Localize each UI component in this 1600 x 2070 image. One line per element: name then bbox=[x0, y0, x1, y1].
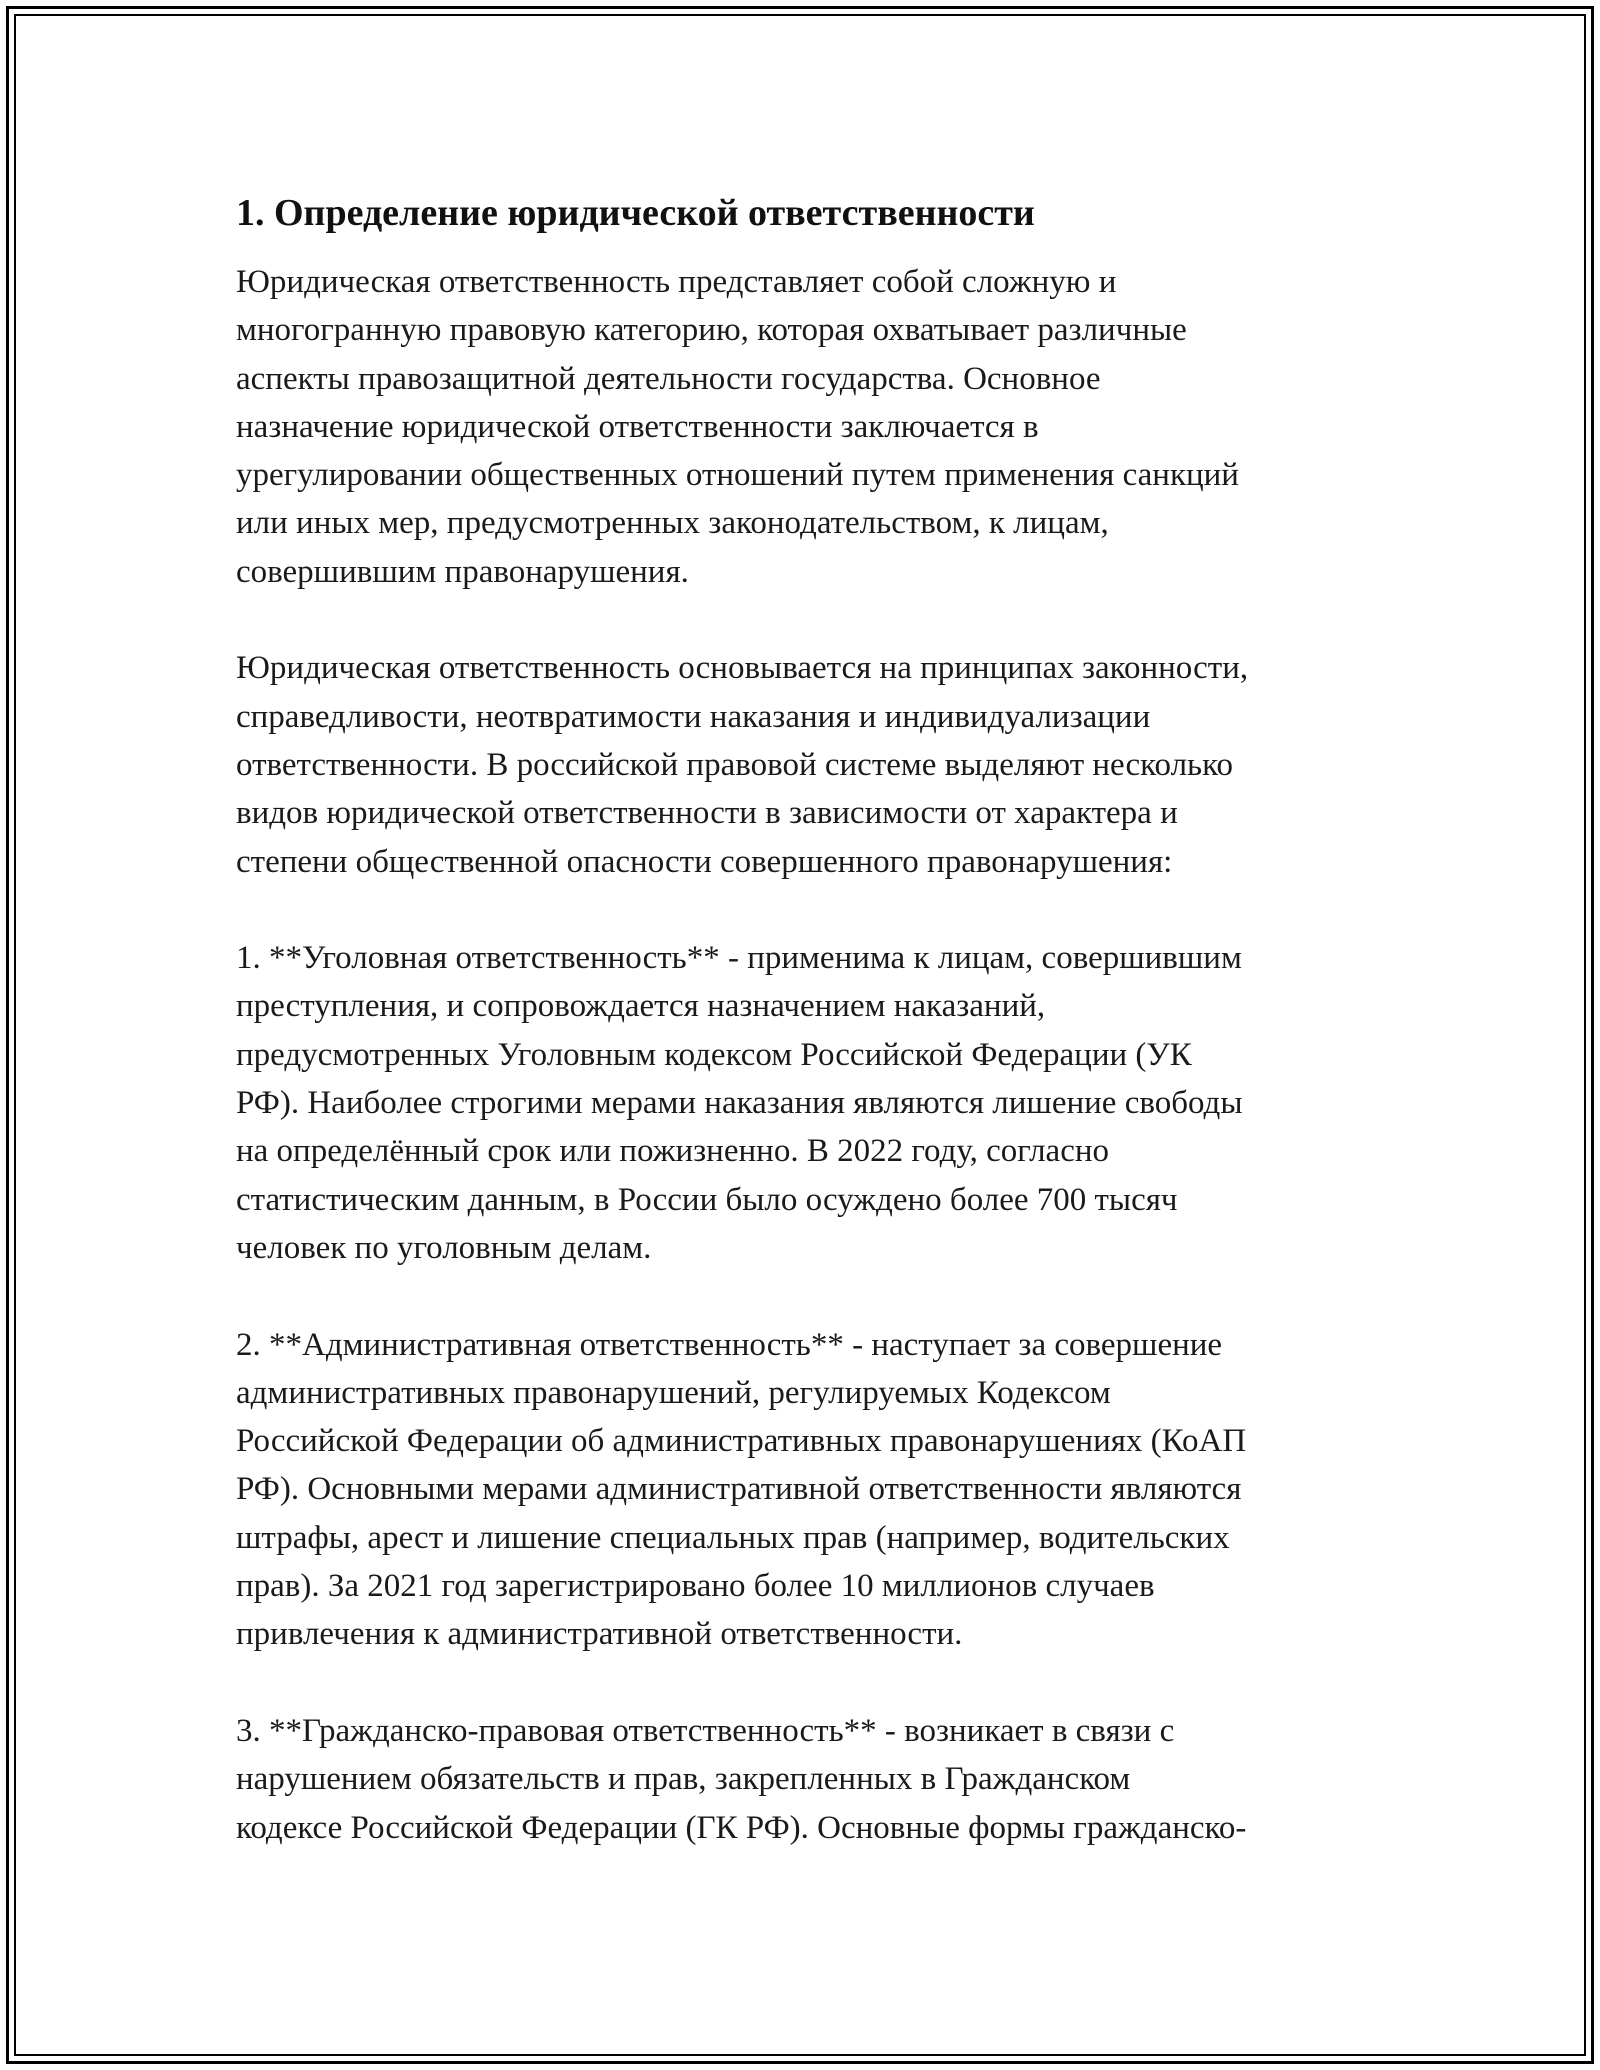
text-line: многогранную правовую категорию, которая охватывает различные bbox=[236, 312, 1187, 349]
text-line: прав). За 2021 год зарегистрировано более 10 миллионов случаев bbox=[236, 1568, 1155, 1605]
list-item-administrative-liability bbox=[236, 1321, 1376, 1659]
text-line: назначение юридической ответственности заключается в bbox=[236, 408, 1039, 445]
paragraph-principles bbox=[236, 644, 1376, 885]
text-line: 2. **Административная ответственность** - наступает за совершение bbox=[236, 1326, 1223, 1363]
list-item-civil-liability bbox=[236, 1707, 1376, 1852]
text-line: Юридическая ответственность основывается на принципах законности, bbox=[236, 650, 1249, 687]
text-line: ответственности. В российской правовой системе выделяют несколько bbox=[236, 746, 1233, 783]
text-line: совершившим правонарушения. bbox=[236, 553, 689, 590]
text-line: видов юридической ответственности в зависимости от характера и bbox=[236, 795, 1178, 832]
text-line: административных правонарушений, регулируемых Кодексом bbox=[236, 1374, 1111, 1411]
text-line: Российской Федерации об административных правонарушениях (КоАП bbox=[236, 1423, 1247, 1460]
text-line: штрафы, арест и лишение специальных прав (например, водительских bbox=[236, 1519, 1230, 1556]
text-line: или иных мер, предусмотренных законодательством, к лицам, bbox=[236, 505, 1109, 542]
text-line: Юридическая ответственность представляет собой сложную и bbox=[236, 264, 1117, 300]
text-line: урегулировании общественных отношений путем применения санкций bbox=[236, 457, 1239, 494]
text-line: аспекты правозащитной деятельности государства. Основное bbox=[236, 360, 1101, 397]
document-body bbox=[236, 186, 1376, 1900]
text-line: 3. **Гражданско-правовая ответственность** - возникает в связи с bbox=[236, 1712, 1175, 1749]
text-line: предусмотренных Уголовным кодексом Российской Федерации (УК bbox=[236, 1036, 1192, 1073]
text-line: нарушением обязательств и прав, закрепленных в Гражданском bbox=[236, 1761, 1131, 1798]
paragraph-intro bbox=[236, 258, 1376, 596]
text-line: РФ). Наиболее строгими мерами наказания являются лишение свободы bbox=[236, 1085, 1243, 1122]
text-line: кодексе Российской Федерации (ГК РФ). Основные формы гражданско- bbox=[236, 1809, 1247, 1846]
text-line: преступления, и сопровождается назначением наказаний, bbox=[236, 988, 1046, 1025]
text-line: 1. **Уголовная ответственность** - применима к лицам, совершившим bbox=[236, 940, 1242, 977]
text-line: статистическим данным, в России было осуждено более 700 тысяч bbox=[236, 1181, 1178, 1218]
list-item-criminal-liability bbox=[236, 934, 1376, 1272]
text-line: степени общественной опасности совершенного правонарушения: bbox=[236, 843, 1173, 880]
text-line: привлечения к административной ответственности. bbox=[236, 1616, 963, 1653]
text-line: на определённый срок или пожизненно. В 2022 году, согласно bbox=[236, 1133, 1110, 1170]
section-heading: 1. Определение юридической ответственности bbox=[236, 192, 1035, 234]
text-line: справедливости, неотвратимости наказания и индивидуализации bbox=[236, 698, 1151, 735]
text-line: человек по уголовным делам. bbox=[236, 1229, 652, 1266]
text-line: РФ). Основными мерами административной ответственности являются bbox=[236, 1471, 1242, 1508]
